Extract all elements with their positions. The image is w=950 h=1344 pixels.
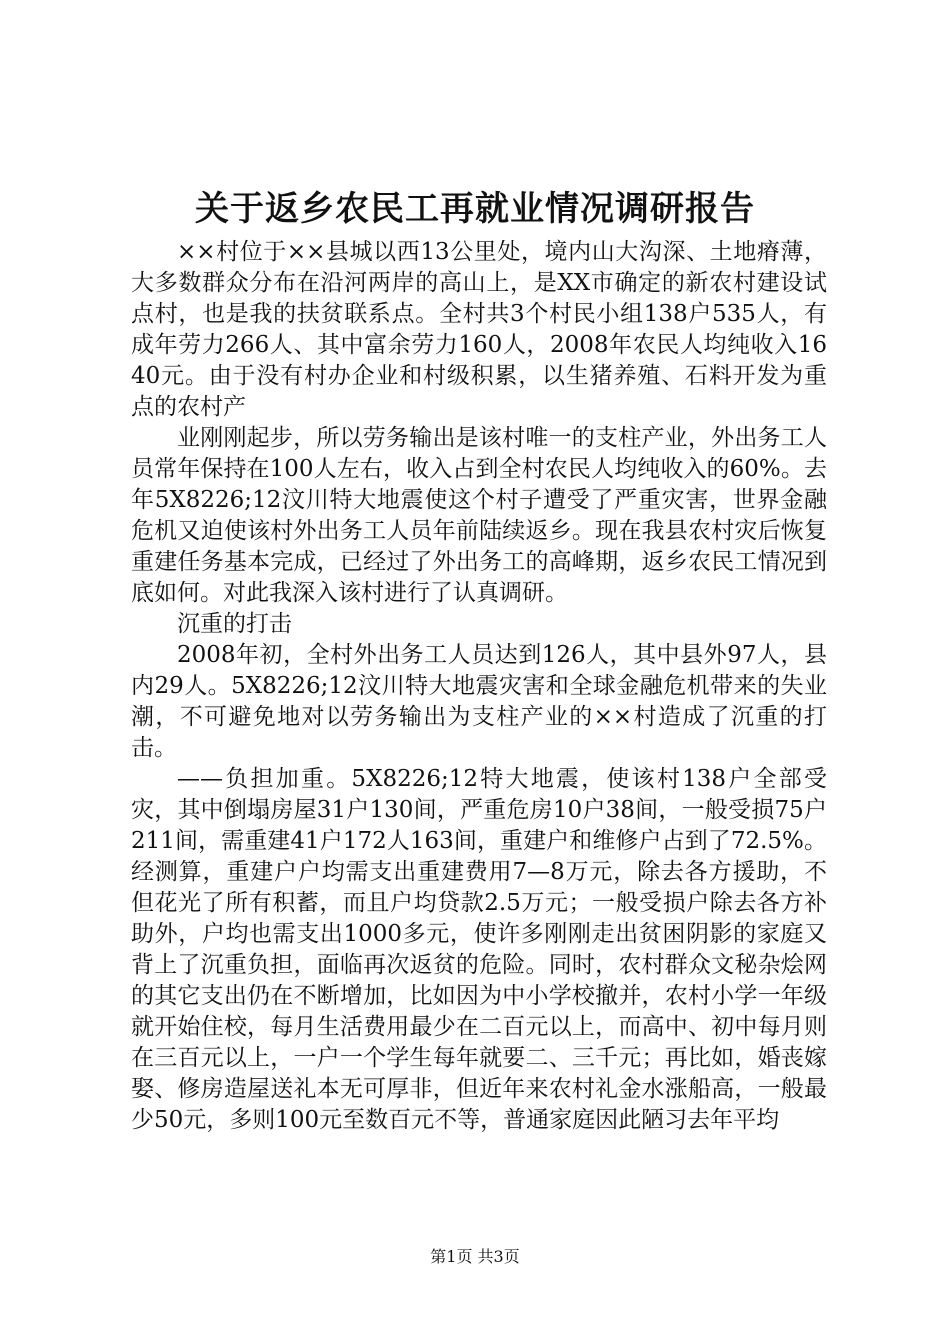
- paragraph-burden: ——负担加重。5X8226;12特大地震，使该村138户全部受灾，其中倒塌房屋31户130间，严重危房10户38间，一般受损75户211间，需重建41户172人163间，重建户和维修户占到了72.5%。经测算，重建户户均需支出重建费用7—8万元，除去各方援助，不但花光了所有积蓄，而且户均贷款2.5万元；一般受损户除去各方补助外，户均也需支出1000多元，使许多刚刚走出贫困阴影的家庭又背上了沉重负担，面临再次返贫的危险。同时，农村群众文秘杂烩网的其它支出仍在不断增加，比如因为中小学校撤并，农村小学一年级就开始住校，每月生活费用最少在二百元以上，而高中、初中每月则在三百元以上，一户一个学生每年就要二、三千元；再比如，婚丧嫁娶、修房造屋送礼本无可厚非，但近年来农村礼金水涨船高，一般最少50元，多则100元至数百元不等，普通家庭因此陋习去年平均: [131, 766, 827, 1133]
- paragraph-intro: ××村位于××县城以西13公里处，境内山大沟深、土地瘠薄，大多数群众分布在沿河两岸的高山上，是XX市确定的新农村建设试点村，也是我的扶贫联系点。全村共3个村民小组138户535人，有成年劳力266人、其中富余劳力160人，2008年农民人均纯收入1640元。由于没有村办企业和村级积累，以生猪养殖、石料开发为重点的农村产: [131, 239, 827, 420]
- paragraph-background: 业刚刚起步，所以劳务输出是该村唯一的支柱产业，外出务工人员常年保持在100人左右，收入占到全村农民人均纯收入的60%。去年5X8226;12汶川特大地震使这个村子遭受了严重灾害，世界金融危机又迫使该村外出务工人员年前陆续返乡。现在我县农村灾后恢复重建任务基本完成，已经过了外出务工的高峰期，返乡农民工情况到底如何。对此我深入该村进行了认真调研。: [131, 425, 827, 606]
- page-footer: 第1页 共3页: [430, 1247, 520, 1266]
- document-body: [131, 237, 827, 1136]
- paragraph-impact: 2008年初，全村外出务工人员达到126人，其中县外97人，县内29人。5X8226;12汶川特大地震灾害和全球金融危机带来的失业潮，不可避免地对以劳务输出为支柱产业的××村造成了沉重的打击。: [131, 642, 827, 761]
- section-heading: 沉重的打击: [177, 611, 292, 637]
- document-title: 关于返乡农民工再就业情况调研报告: [195, 189, 755, 229]
